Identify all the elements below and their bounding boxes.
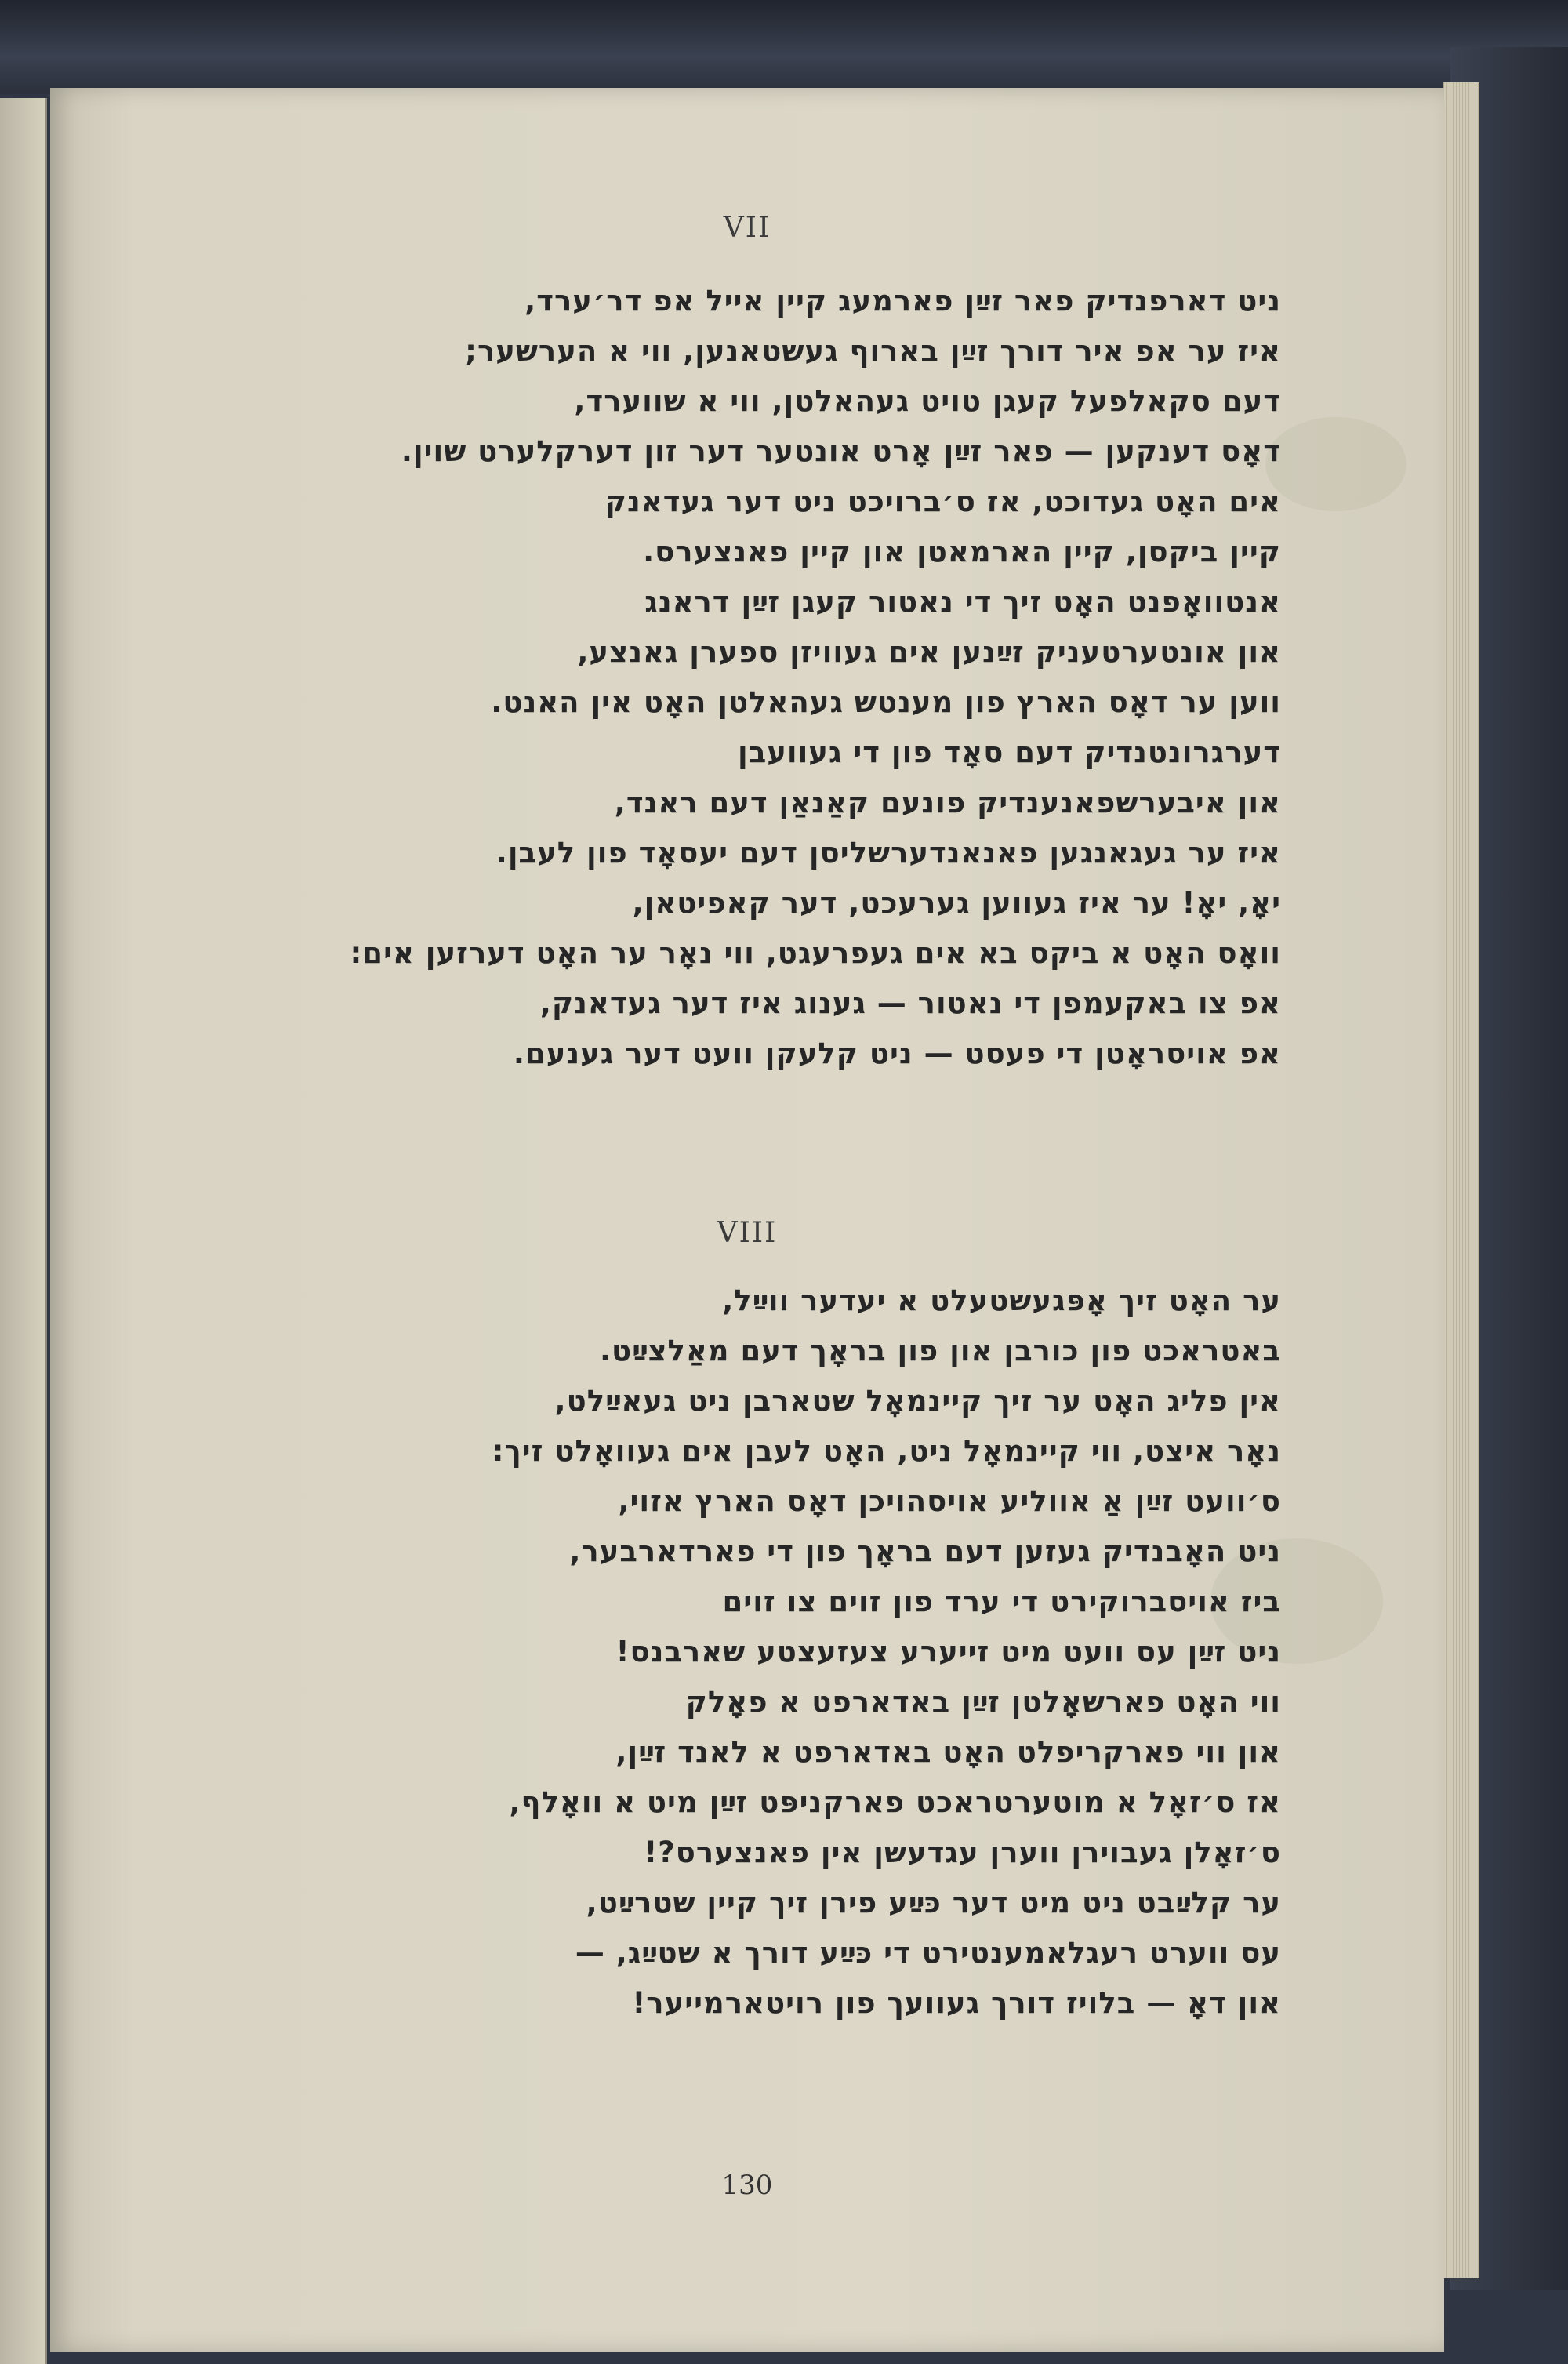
section-number-vii: VII bbox=[723, 212, 771, 244]
section-number-viii: VIII bbox=[717, 1217, 778, 1249]
book-page bbox=[50, 88, 1444, 2352]
verse-line: און אונטערטעניק זײַנען אים געוויזן ספערן גאנצע, bbox=[577, 635, 1281, 669]
verse-line: אפ אויסראָטן די פעסט — ניט קלעקן וועט דער גענעם. bbox=[513, 1037, 1281, 1070]
verse-line: אפ צו באקעמפן די נאטור — גענוג איז דער געדאנק, bbox=[539, 986, 1281, 1020]
verse-line: אז ס׳זאָל א מוטערטראכט פארקניפּט זײַן מיט א וואָלף, bbox=[509, 1785, 1281, 1819]
verse-line: קיין ביקסן, קיין הארמאטן און קיין פאנצערס. bbox=[643, 535, 1281, 568]
verse-line: ער האָט זיך אָפּגעשטעלט א יעדער ווײַל, bbox=[722, 1284, 1281, 1317]
verse-line: ס׳וועט זײַן אַ אווליע אויסהויכן דאָס הארץ אזוי, bbox=[618, 1484, 1281, 1518]
verse-line: אין פליג האָט ער זיך קיינמאָל שטארבן ניט געאײַלט, bbox=[554, 1384, 1281, 1418]
page-stack-edge bbox=[1443, 82, 1479, 2278]
verse-line: ווען ער דאָס הארץ פון מענטש געהאלטן האָט אין האנט. bbox=[491, 685, 1281, 719]
verse-line: ביז אויסברוקירט די ערד פון זוים צו זוים bbox=[722, 1585, 1281, 1618]
verse-line: ניט דארפנדיק פאר זײַן פארמעג קיין אייל אפ דר׳ערד, bbox=[524, 284, 1281, 318]
verse-line: און דאָ — בלויז דורך געוועך פון רויטארמייער! bbox=[632, 1986, 1281, 2020]
verse-line: וואָס האָט א ביקס בא אים געפרעגט, ווי נאָר ער האָט דערזען אים: bbox=[350, 936, 1281, 970]
verse-line: ניט האָבנדיק געזען דעם בראָך פון די פארדארבער, bbox=[569, 1534, 1281, 1568]
verse-line: ווי האָט פארשאָלטן זײַן באדארפט א פאָלק bbox=[685, 1685, 1281, 1719]
previous-page-edge bbox=[0, 98, 47, 2364]
verse-line: ער קלײַבט ניט מיט דער כּײַע פירן זיך קיין שטרײַט, bbox=[586, 1886, 1281, 1919]
verse-line: נאָר איצט, ווי קיינמאָל ניט, האָט לעבן אים געוואָלט זיך: bbox=[492, 1434, 1281, 1468]
poem-section-vii bbox=[301, 276, 1281, 1079]
verse-line: אנטוואָפנט האָט זיך די נאטור קעגן זײַן דראנג bbox=[644, 585, 1281, 619]
verse-line: איז ער אפ איר דורך זײַן בארוף געשטאנען, ווי א הערשער; bbox=[465, 334, 1281, 368]
verse-line: דעם סקאלפעל קעגן טויט געהאלטן, ווי א שווערד, bbox=[574, 384, 1281, 418]
verse-line: ס׳זאָלן געבוירן ווערן עגדעשן אין פאנצערס?! bbox=[644, 1836, 1281, 1869]
verse-line: אים האָט געדוכט, אז ס׳ברויכט ניט דער געדאנק bbox=[604, 485, 1281, 518]
verse-line: דאָס דענקען — פאר זײַן אָרט אונטער דער זון דערקלערט שוין. bbox=[401, 434, 1281, 468]
poem-section-viii bbox=[301, 1276, 1281, 2028]
verse-line: און איבערשפאנענדיק פונעם קאַנאַן דעם ראנד, bbox=[614, 786, 1281, 819]
verse-line: דערגרונטנדיק דעם סאָד פון די געוועבן bbox=[738, 735, 1281, 769]
page-number: 130 bbox=[721, 2170, 773, 2201]
book-cover-top-edge bbox=[0, 0, 1568, 94]
verse-line: יאָ, יאָ! ער איז געווען גערעכט, דער קאפיטאן, bbox=[632, 886, 1281, 920]
verse-line: באטראכט פון כורבן און פון בראָך דעם מאַלצײַט. bbox=[599, 1334, 1281, 1367]
paper-stain bbox=[1265, 417, 1406, 511]
verse-line: איז ער געגאנגען פאנאנדערשליסן דעם יעסאָד פון לעבן. bbox=[495, 836, 1281, 870]
verse-line: עס ווערט רעגלאמענטירט די כּײַע דורך א שטײַג, — bbox=[575, 1936, 1281, 1970]
verse-line: און ווי פארקריפלט האָט באדארפט א לאנד זײַן, bbox=[615, 1735, 1281, 1769]
verse-line: ניט זײַן עס וועט מיט זייערע צעזעצטע שארבנס! bbox=[615, 1635, 1281, 1669]
